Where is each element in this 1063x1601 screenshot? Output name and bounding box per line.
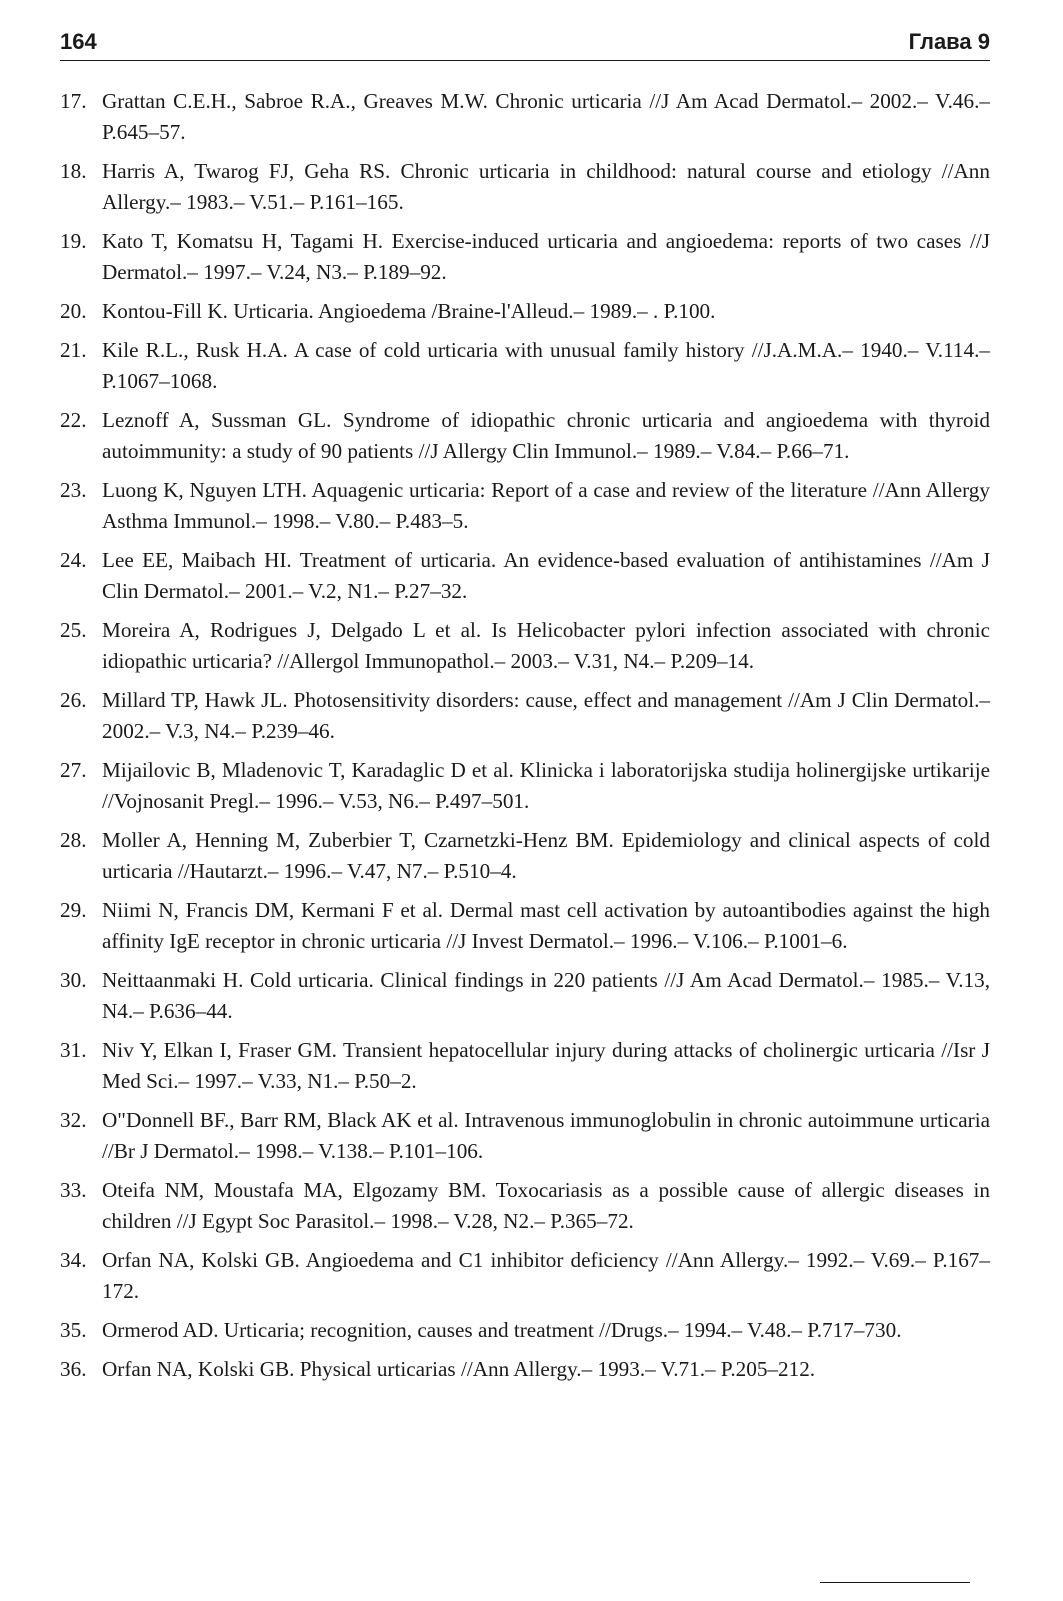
reference-number: 32. (60, 1108, 87, 1132)
page-number: 164 (60, 29, 97, 54)
reference-number: 21. (60, 338, 87, 362)
reference-text: Orfan NA, Kolski GB. Physical urticarias //Ann Allergy.– 1993.– V.71.– P.205–212. (102, 1357, 816, 1381)
reference-number: 28. (60, 828, 87, 852)
footer-mark (820, 1582, 970, 1583)
reference-number: 30. (60, 968, 87, 992)
reference-number: 34. (60, 1248, 87, 1272)
reference-text: Kontou-Fill K. Urticaria. Angioedema /Braine-l'Alleud.– 1989.– . P.100. (102, 299, 716, 323)
reference-text: Niv Y, Elkan I, Fraser GM. Transient hepatocellular injury during attacks of cholinergic urticaria //Isr J Med Sci.– 1997.– V.33, N1.– P.50–2. (102, 1038, 990, 1093)
reference-number: 19. (60, 229, 87, 253)
reference-text: Neittaanmaki H. Cold urticaria. Clinical findings in 220 patients //J Am Acad Dermatol.– 1985.– V.13, N4.– P.636–44. (102, 968, 990, 1023)
reference-item (60, 685, 990, 747)
reference-item (60, 965, 990, 1027)
reference-number: 17. (60, 89, 87, 113)
reference-number: 18. (60, 159, 87, 183)
chapter-title: Глава 9 (908, 29, 990, 54)
reference-number: 33. (60, 1178, 87, 1202)
reference-text: Oteifa NM, Moustafa MA, Elgozamy BM. Toxocariasis as a possible cause of allergic diseases in children //J Egypt Soc Parasitol.– 1998.– V.28, N2.– P.365–72. (102, 1178, 990, 1233)
reference-text: Moreira A, Rodrigues J, Delgado L et al. Is Helicobacter pylori infection associated with chronic idiopathic urticaria? //Allergol Immunopathol.– 2003.– V.31, N4.– P.209–14. (102, 618, 990, 673)
reference-list (60, 86, 990, 1393)
reference-number: 24. (60, 548, 87, 572)
reference-item (60, 1175, 990, 1237)
reference-number: 26. (60, 688, 87, 712)
reference-item (60, 1105, 990, 1167)
reference-text: Orfan NA, Kolski GB. Angioedema and C1 inhibitor deficiency //Ann Allergy.– 1992.– V.69.– P.167–172. (102, 1248, 990, 1303)
reference-text: Niimi N, Francis DM, Kermani F et al. Dermal mast cell activation by autoantibodies against the high affinity IgE receptor in chronic urticaria //J Invest Dermatol.– 1996.– V.106.– P.1001–6. (102, 898, 990, 953)
reference-number: 22. (60, 408, 87, 432)
reference-number: 27. (60, 758, 87, 782)
reference-item (60, 335, 990, 397)
reference-item (60, 825, 990, 887)
reference-text: Luong K, Nguyen LTH. Aquagenic urticaria: Report of a case and review of the literature //Ann Allergy Asthma Immunol.– 1998.– V.80.– P.483–5. (102, 478, 990, 533)
reference-item (60, 86, 990, 148)
reference-text: O"Donnell BF., Barr RM, Black AK et al. Intravenous immunoglobulin in chronic autoimmune urticaria //Br J Dermatol.– 1998.– V.138.– P.101–106. (102, 1108, 990, 1163)
reference-item (60, 156, 990, 218)
reference-item (60, 405, 990, 467)
reference-number: 23. (60, 478, 87, 502)
running-header (60, 26, 990, 58)
reference-text: Grattan C.E.H., Sabroe R.A., Greaves M.W. Chronic urticaria //J Am Acad Dermatol.– 2002.– V.46.– P.645–57. (102, 89, 990, 144)
reference-item (60, 475, 990, 537)
reference-item (60, 1035, 990, 1097)
reference-item (60, 545, 990, 607)
reference-number: 25. (60, 618, 87, 642)
reference-text: Millard TP, Hawk JL. Photosensitivity disorders: cause, effect and management //Am J Clin Dermatol.– 2002.– V.3, N4.– P.239–46. (102, 688, 990, 743)
reference-number: 31. (60, 1038, 87, 1062)
reference-text: Kile R.L., Rusk H.A. A case of cold urticaria with unusual family history //J.A.M.A.– 1940.– V.114.– P.1067–1068. (102, 338, 990, 393)
reference-item (60, 755, 990, 817)
header-rule (60, 60, 990, 61)
reference-item (60, 1245, 990, 1307)
reference-item (60, 1315, 990, 1346)
reference-text: Moller A, Henning M, Zuberbier T, Czarnetzki-Henz BM. Epidemiology and clinical aspects of cold urticaria //Hautarzt.– 1996.– V.47, N7.– P.510–4. (102, 828, 990, 883)
reference-number: 20. (60, 299, 87, 323)
reference-item (60, 296, 990, 327)
reference-text: Mijailovic B, Mladenovic T, Karadaglic D et al. Klinicka i laboratorijska studija holinergijske urtikarije //Vojnosanit Pregl.– 1996.– V.53, N6.– P.497–501. (102, 758, 990, 813)
reference-number: 35. (60, 1318, 87, 1342)
reference-item (60, 895, 990, 957)
reference-item (60, 1354, 990, 1385)
reference-text: Harris A, Twarog FJ, Geha RS. Chronic urticaria in childhood: natural course and etiology //Ann Allergy.– 1983.– V.51.– P.161–165. (102, 159, 990, 214)
reference-number: 36. (60, 1357, 87, 1381)
reference-text: Lee EE, Maibach HI. Treatment of urticaria. An evidence-based evaluation of antihistamines //Am J Clin Dermatol.– 2001.– V.2, N1.– P.27–32. (102, 548, 990, 603)
reference-text: Ormerod AD. Urticaria; recognition, causes and treatment //Drugs.– 1994.– V.48.– P.717–730. (102, 1318, 902, 1342)
reference-text: Kato T, Komatsu H, Tagami H. Exercise-induced urticaria and angioedema: reports of two cases //J Dermatol.– 1997.– V.24, N3.– P.189–92. (102, 229, 990, 284)
reference-text: Leznoff A, Sussman GL. Syndrome of idiopathic chronic urticaria and angioedema with thyroid autoimmunity: a study of 90 patients //J Allergy Clin Immunol.– 1989.– V.84.– P.66–71. (102, 408, 990, 463)
reference-number: 29. (60, 898, 87, 922)
reference-item (60, 615, 990, 677)
reference-item (60, 226, 990, 288)
